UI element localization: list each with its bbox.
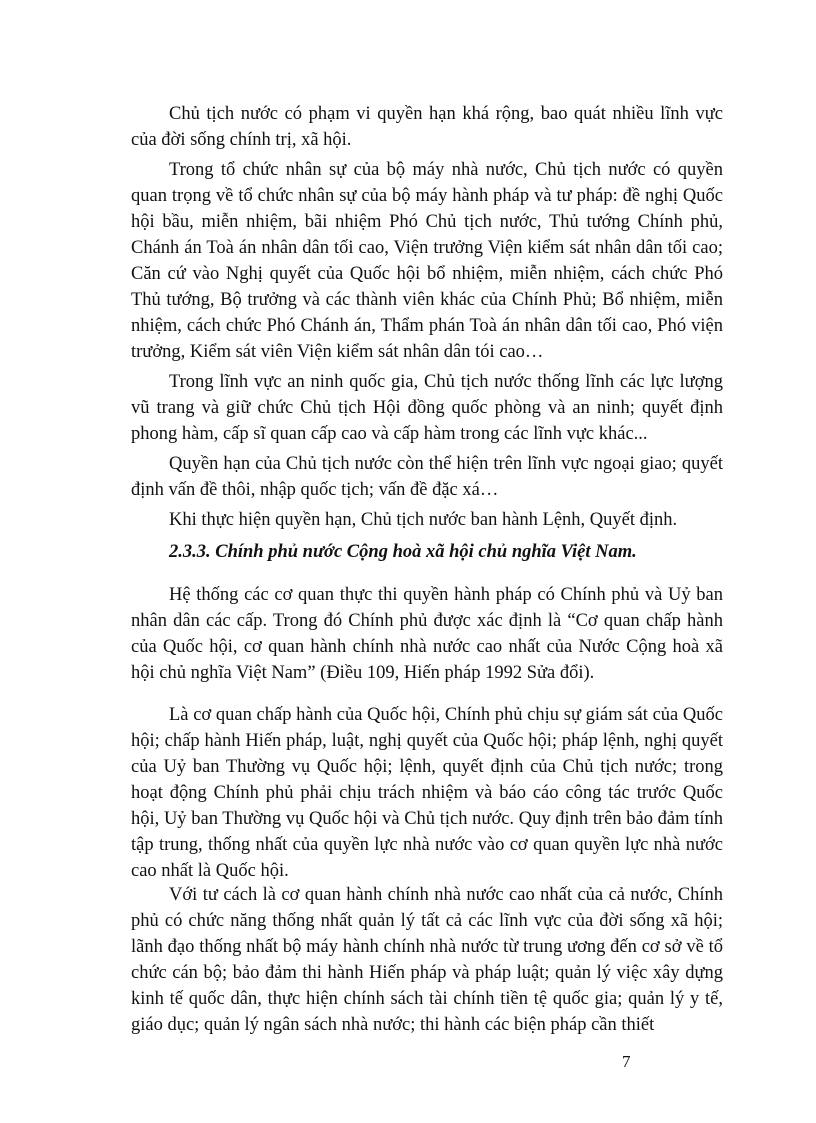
paragraph-government-system: Hệ thống các cơ quan thực thi quyền hành pháp có Chính phủ và Uỷ ban nhân dân các cấp. Trong đó Chính phủ được xác định là “Cơ quan chấp hành của Quốc hội, cơ quan hành chính nhà nước cao nhất của Nước Cộng hoà xã hội chủ nghĩa Việt Nam” (Điều 109, Hiến pháp 1992 Sửa đổi). <box>131 585 723 683</box>
paragraph-president-diplomacy: Quyền hạn của Chủ tịch nước còn thể hiện trên lĩnh vực ngoại giao; quyết định vấn đề thôi, nhập quốc tịch; vấn đề đặc xá… <box>131 454 723 500</box>
paragraph-government-execution: Là cơ quan chấp hành của Quốc hội, Chính phủ chịu sự giám sát của Quốc hội; chấp hành Hiến pháp, luật, nghị quyết của Quốc hội; pháp lệnh, nghị quyết của Uỷ ban Thường vụ Quốc hội; lệnh, quyết định của Chủ tịch nước; trong hoạt động Chính phủ phải chịu trách nhiệm và báo cáo công tác trước Quốc hội, Uỷ ban Thường vụ Quốc hội và Chủ tịch nước. Quy định trên bảo đảm tính tập trung, thống nhất của quyền lực nhà nước vào cơ quan quyền lực nhà nước cao nhất là Quốc hội. <box>131 705 723 881</box>
page-number: 7 <box>622 1052 631 1071</box>
paragraph-president-personnel: Trong tổ chức nhân sự của bộ máy nhà nước, Chủ tịch nước có quyền quan trọng về tổ chức nhân sự của bộ máy hành pháp và tư pháp: đề nghị Quốc hội bầu, miễn nhiệm, bãi nhiệm Phó Chủ tịch nước, Thủ tướng Chính phủ, Chánh án Toà án nhân dân tối cao, Viện trưởng Viện kiểm sát nhân dân tối cao; Căn cứ vào Nghị quyết của Quốc hội bổ nhiệm, miễn nhiệm, cách chức Phó Thủ tướng, Bộ trưởng và các thành viên khác của Chính Phủ; Bổ nhiệm, miễn nhiệm, cách chức Phó Chánh án, Thẩm phán Toà án nhân dân tối cao, Phó viện trưởng, Kiểm sát viên Viện kiểm sát nhân dân tói cao… <box>131 160 723 362</box>
paragraph-president-security: Trong lĩnh vực an ninh quốc gia, Chủ tịch nước thống lĩnh các lực lượng vũ trang và giữ chức Chủ tịch Hội đồng quốc phòng và an ninh; quyết định phong hàm, cấp sĩ quan cấp cao và cấp hàm trong các lĩnh vực khác... <box>131 372 723 444</box>
paragraph-president-orders: Khi thực hiện quyền hạn, Chủ tịch nước ban hành Lệnh, Quyết định. <box>169 510 678 530</box>
paragraph-president-scope: Chủ tịch nước có phạm vi quyền hạn khá rộng, bao quát nhiều lĩnh vực của đời sống chính trị, xã hội. <box>131 104 723 150</box>
paragraph-government-administration: Với tư cách là cơ quan hành chính nhà nước cao nhất của cả nước, Chính phủ có chức năng thống nhất quản lý tất cả các lĩnh vực của đời sống xã hội; lãnh đạo thống nhất bộ máy hành chính nhà nước từ trung ương đến cơ sở về tổ chức cán bộ; bảo đảm thi hành Hiến pháp và pháp luật; quản lý việc xây dựng kinh tế quốc dân, thực hiện chính sách tài chính tiền tệ quốc gia; quản lý y tế, giáo dục; quản lý ngân sách nhà nước; thi hành các biện pháp cần thiết <box>131 885 723 1035</box>
section-heading: 2.3.3. Chính phủ nước Cộng hoà xã hội chủ nghĩa Việt Nam. <box>169 542 637 562</box>
